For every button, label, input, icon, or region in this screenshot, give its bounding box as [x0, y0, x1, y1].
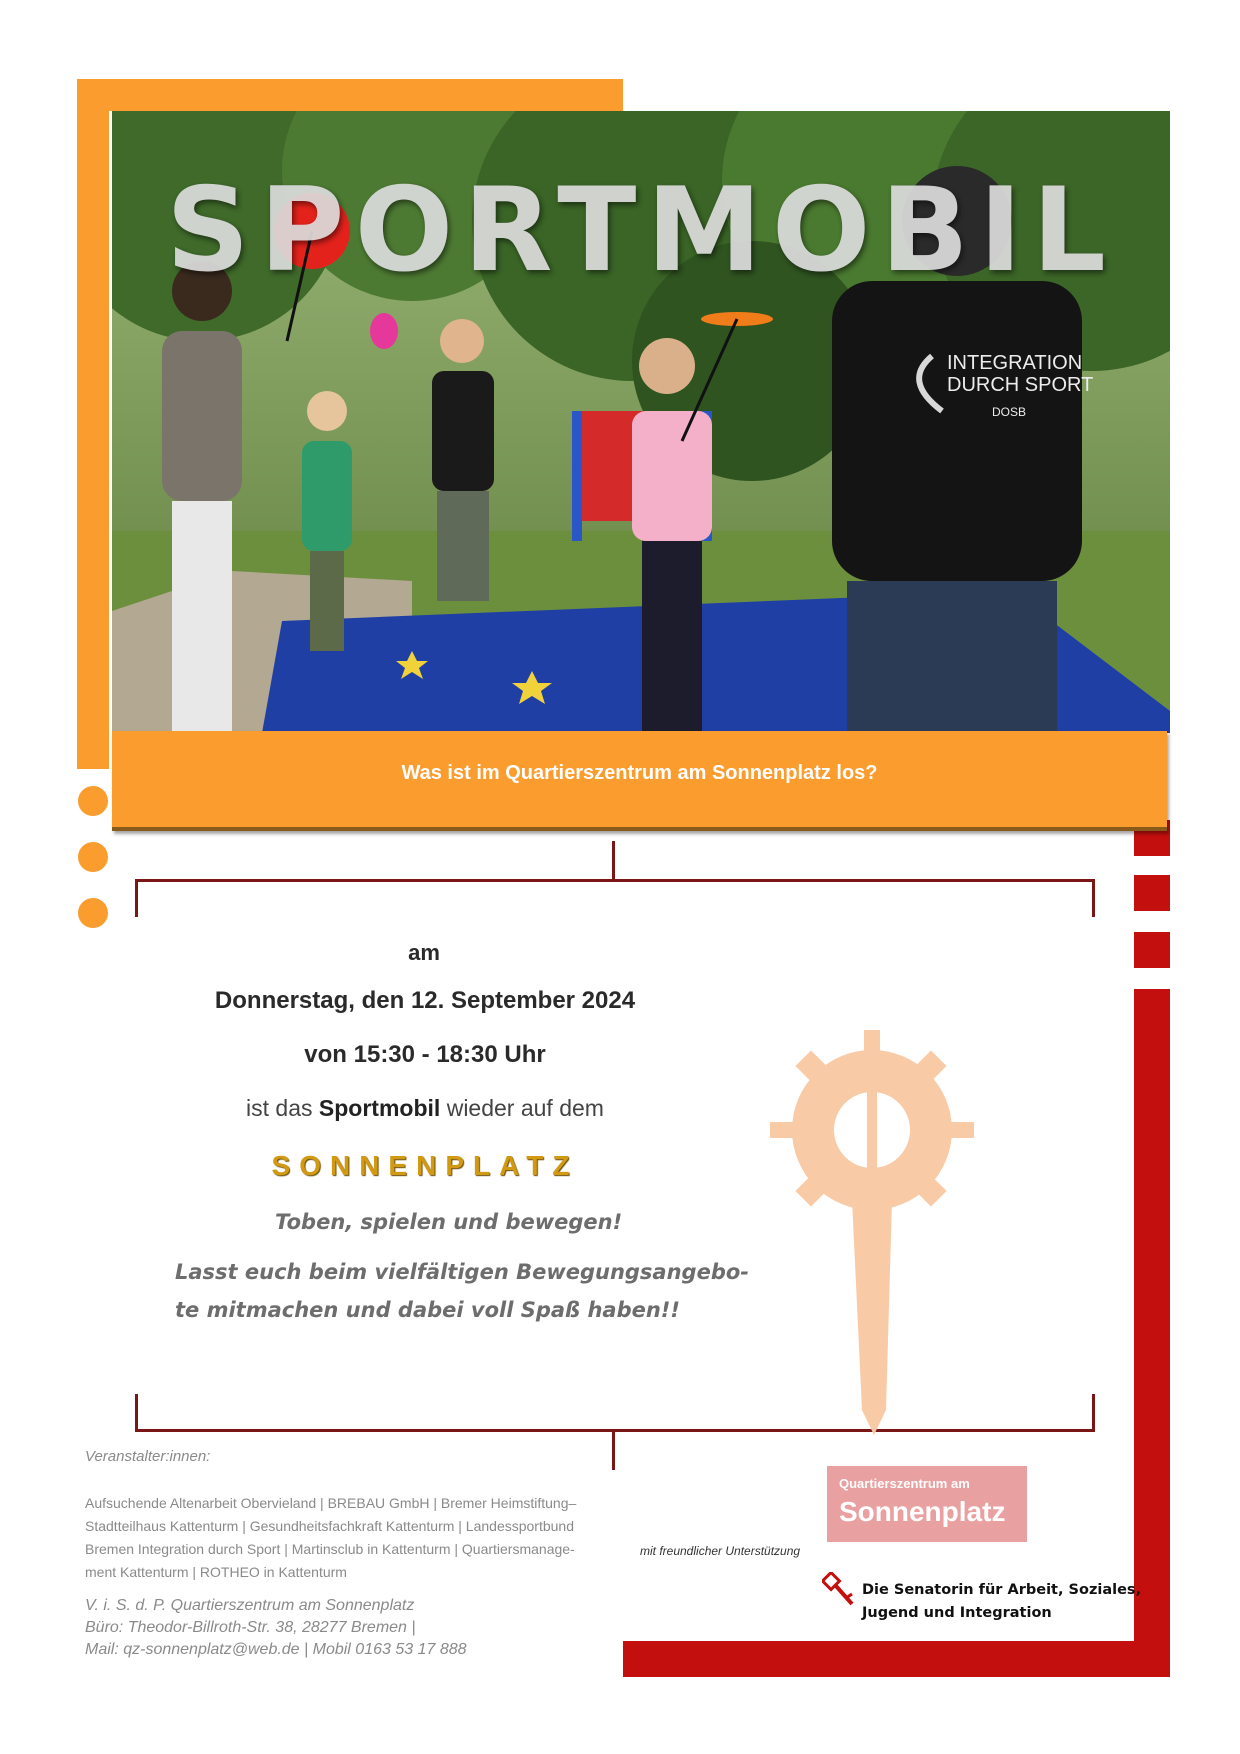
orange-dot — [78, 898, 108, 928]
bracket-line — [135, 879, 138, 917]
bracket-line — [612, 841, 615, 881]
support-note: mit freundlicher Unterstützung — [640, 1544, 801, 1558]
shirt-text: DURCH SPORT — [947, 374, 1094, 396]
event-line-bold: Sportmobil — [318, 1095, 441, 1121]
organizers-line: ment Kattenturm | ROTHEO in Kattenturm — [85, 1564, 347, 1580]
event-line — [150, 1095, 700, 1122]
page-title: SPORTMOBIL — [166, 163, 1116, 298]
bracket-line — [1092, 1394, 1095, 1432]
bracket-line — [612, 1430, 615, 1470]
event-time: von 15:30 - 18:30 Uhr — [304, 1041, 546, 1068]
event-line-post: wieder auf dem — [446, 1095, 604, 1121]
red-square — [1134, 875, 1170, 911]
visdp: V. i. S. d. P. Quartierszentrum am Sonnenplatz — [85, 1597, 415, 1614]
orange-frame-left — [77, 79, 109, 769]
senator-line: Jugend und Integration — [862, 1605, 1052, 1621]
event-line-pre: ist das — [246, 1095, 313, 1121]
organizers-label: Veranstalter:innen: — [85, 1448, 211, 1465]
qz-sonnenplatz-logo — [827, 1466, 1027, 1542]
red-frame-bottom — [623, 1641, 1170, 1677]
shirt-text: INTEGRATION — [947, 352, 1083, 374]
bracket-line-top — [135, 879, 1095, 882]
shirt-text: DOSB — [992, 405, 1027, 419]
question-banner — [112, 731, 1167, 831]
bracket-line — [1092, 879, 1095, 917]
bracket-line — [135, 1394, 138, 1432]
orange-frame-top — [77, 79, 623, 111]
office-address: Büro: Theodor-Billroth-Str. 38, 28277 Bremen | — [85, 1619, 416, 1636]
banner-text: Was ist im Quartierszentrum am Sonnenplatz los? — [401, 762, 878, 784]
contact-line: Mail: qz-sonnenplatz@web.de | Mobil 0163 53 17 888 — [85, 1641, 467, 1658]
organizers-line: Aufsuchende Altenarbeit Obervieland | BREBAU GmbH | Bremer Heimstiftung– — [85, 1495, 577, 1511]
qz-logo-line1: Quartierszentrum am — [839, 1476, 970, 1491]
event-date: Donnerstag, den 12. September 2024 — [214, 987, 636, 1014]
red-square — [1134, 932, 1170, 968]
senator-line: Die Senatorin für Arbeit, Soziales, — [862, 1582, 1142, 1598]
orange-dot — [78, 786, 108, 816]
slogan-line: te mitmachen und dabei voll Spaß haben!! — [175, 1298, 680, 1322]
event-place: SONNENPLATZ — [271, 1150, 579, 1181]
slogan-line: Toben, spielen und bewegen! — [275, 1210, 623, 1234]
orange-dot — [78, 842, 108, 872]
red-frame-right — [1134, 989, 1170, 1677]
event-am: am — [408, 940, 440, 965]
hero-photo — [112, 111, 1170, 733]
bremen-key-icon — [822, 1572, 858, 1610]
qz-logo-line2: Sonnenplatz — [839, 1496, 1006, 1527]
sun-key-logo — [770, 1030, 975, 1440]
slogan-line: Lasst euch beim vielfältigen Bewegungsangebo- — [175, 1260, 750, 1284]
organizers-line: Bremen Integration durch Sport | Martinsclub in Kattenturm | Quartiersmanage- — [85, 1541, 575, 1557]
organizers-line: Stadtteilhaus Kattenturm | Gesundheitsfachkraft Kattenturm | Landessportbund — [85, 1518, 575, 1534]
